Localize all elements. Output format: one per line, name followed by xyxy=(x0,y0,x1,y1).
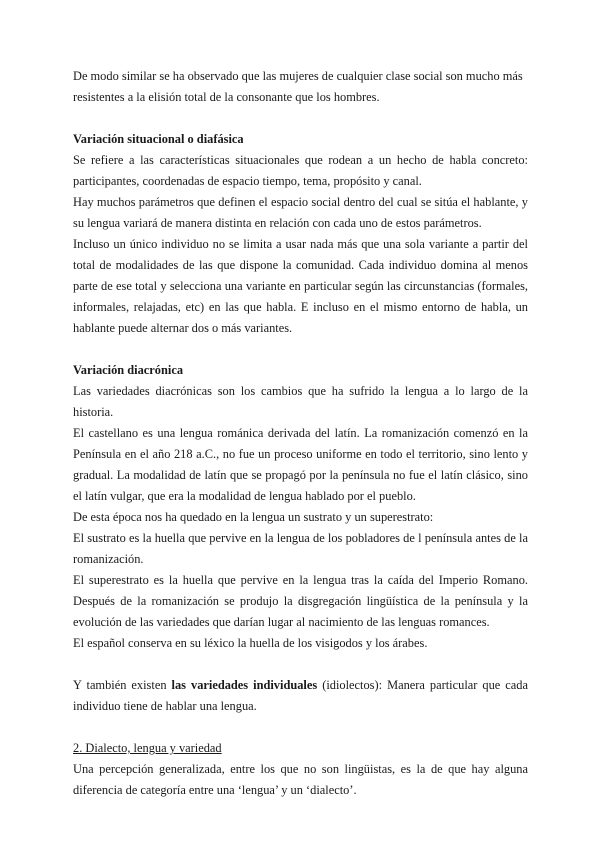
heading-variacion-diacronica: Variación diacrónica xyxy=(73,363,184,377)
heading-variacion-diafasica: Variación situacional o diafásica xyxy=(73,132,244,146)
diafasica-paragraph-3: Incluso un único individuo no se limita a usar nada más que una sola variante a partir del total de modalidades de las que dispone la comunidad. Cada individuo domina al menos parte de ese total y selecciona una variante en particular según las circunstancias (formales, informales, relajadas, etc) en las que habla. E incluso en el mismo entorno de habla, un hablante puede alternar dos o más variantes. xyxy=(73,237,528,335)
diacronica-paragraph-6: El español conserva en su léxico la huella de los visigodos y los árabes. xyxy=(73,636,428,650)
heading-dialecto-lengua-variedad: 2. Dialecto, lengua y variedad xyxy=(73,741,222,755)
document-body xyxy=(73,66,528,801)
spacer xyxy=(73,717,528,738)
diafasica-paragraph-1: Se refiere a las características situacionales que rodean a un hecho de habla concreto: participantes, coordenadas de espacio tiempo, tema, propósito y canal. xyxy=(73,153,528,188)
diacronica-paragraph-3: De esta época nos ha quedado en la lengua un sustrato y un superestrato: xyxy=(73,510,434,524)
diacronica-paragraph-4: El sustrato es la huella que pervive en la lengua de los pobladores de l península antes de la romanización. xyxy=(73,531,528,566)
diacronica-paragraph-5: El superestrato es la huella que pervive en la lengua tras la caída del Imperio Romano. Después de la romanización se produjo la disgregación lingüística de la península y la evolución de las variedades que darían lugar al nacimiento de las lenguas romances. xyxy=(73,573,528,629)
variedades-individuales-paragraph xyxy=(73,675,528,717)
spacer xyxy=(73,654,528,675)
diacronica-paragraph-2: El castellano es una lengua románica derivada del latín. La romanización comenzó en la Península en el año 218 a.C., no fue un proceso uniforme en todo el territorio, sino lento y gradual. La modalidad de latín que se propagó por la península no fue el latín clásico, sino el latín vulgar, que era la modalidad de lengua hablado por el pueblo. xyxy=(73,426,528,503)
individuales-lead-text: Y también existen xyxy=(73,678,172,692)
diafasica-paragraph-2: Hay muchos parámetros que definen el espacio social dentro del cual se sitúa el hablante, y su lengua variará de manera distinta en relación con cada uno de estos parámetros. xyxy=(73,195,528,230)
spacer xyxy=(73,108,528,129)
intro-paragraph: De modo similar se ha observado que las mujeres de cualquier clase social son mucho más resistentes a la elisión total de la consonante que los hombres. xyxy=(73,69,523,104)
individuales-bold-term: las variedades individuales xyxy=(171,678,318,692)
diacronica-paragraph-1: Las variedades diacrónicas son los cambios que ha sufrido la lengua a lo largo de la historia. xyxy=(73,384,528,419)
dialecto-paragraph-1: Una percepción generalizada, entre los que no son lingüistas, es la de que hay alguna diferencia de categoría entre una ‘lengua’ y un ‘dialecto’. xyxy=(73,762,528,797)
spacer xyxy=(73,339,528,360)
individuales-definition-text: (idiolectos): Manera particular que cada individuo tiene de hablar una lengua. xyxy=(73,678,528,713)
